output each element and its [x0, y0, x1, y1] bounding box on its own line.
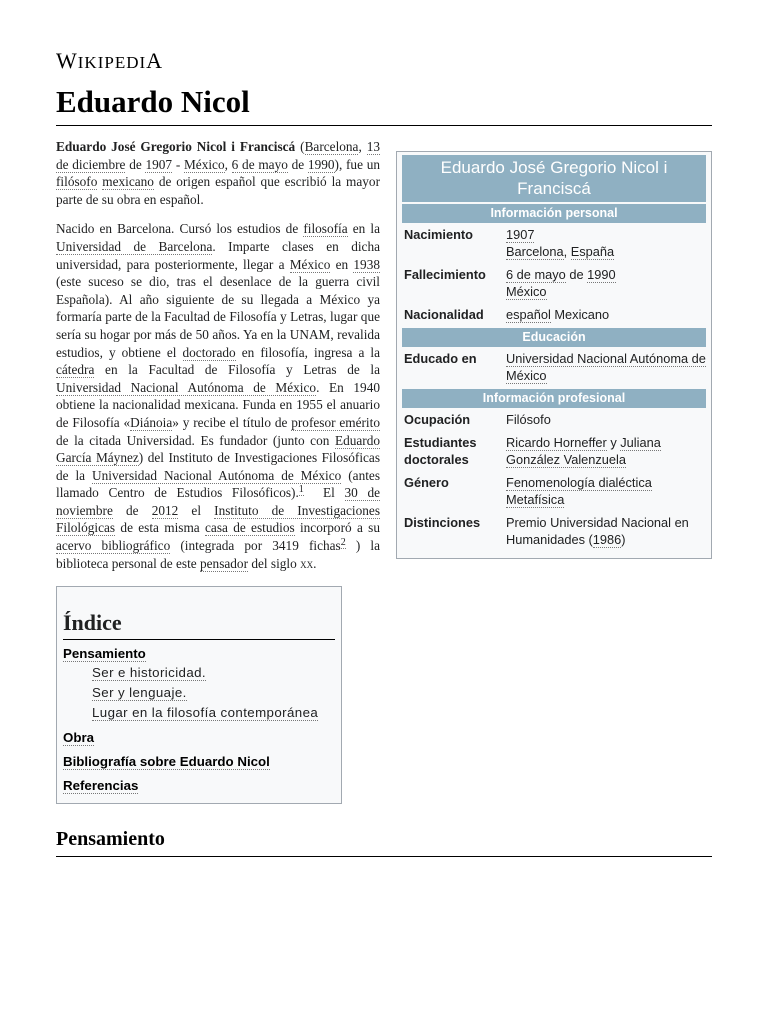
- infobox-value: [506, 350, 706, 384]
- toc-title: Índice: [63, 609, 335, 640]
- link-30-noviembre[interactable]: 30 de noviembre: [56, 485, 380, 518]
- toc-item-label[interactable]: Pensamiento: [63, 646, 146, 662]
- table-of-contents: [56, 586, 342, 804]
- link-filosofo[interactable]: filósofo: [56, 174, 98, 190]
- infobox: [396, 151, 712, 559]
- text-run: de: [125, 156, 146, 172]
- reference-link[interactable]: 1: [298, 483, 304, 495]
- link-casa-de-estudios[interactable]: casa de estudios: [205, 520, 295, 536]
- logo-part: IKIPEDI: [77, 53, 147, 72]
- infobox-text: ,: [563, 244, 571, 259]
- link-filosofia[interactable]: filosofía: [303, 221, 348, 237]
- link-barcelona[interactable]: Barcelona: [506, 244, 564, 259]
- infobox-row-ocupacion: [402, 408, 706, 431]
- toc-item-label[interactable]: Obra: [63, 730, 95, 746]
- link-unam[interactable]: Universidad Nacional Autónoma de México: [506, 351, 706, 383]
- link-doctorado[interactable]: doctorado: [182, 344, 236, 360]
- infobox-value: [506, 226, 706, 260]
- infobox-text: y: [606, 435, 621, 450]
- infobox-row-estudiantes: [402, 431, 706, 471]
- text-run: -: [172, 156, 184, 172]
- article-subject-name: Eduardo José Gregorio Nicol i Franciscá: [56, 139, 296, 154]
- infobox-label: Educado en: [404, 351, 477, 366]
- infobox-row-educado: [402, 347, 706, 387]
- link-profesor-emerito[interactable]: profesor emérito: [291, 414, 380, 430]
- reference-link[interactable]: 2: [340, 536, 346, 548]
- toc-item-lugar-filosofia[interactable]: [63, 703, 335, 723]
- text-run: de origen español que escribió la mayor parte de su obra en español.: [56, 174, 381, 207]
- link-2012[interactable]: 2012: [151, 502, 179, 518]
- toc-item-label[interactable]: Lugar en la filosofía contemporánea: [92, 705, 319, 721]
- toc-item-label[interactable]: Bibliografía sobre Eduardo Nicol: [63, 754, 270, 770]
- text-run: ) del Instituto de Investigaciones Filosóficas de la: [56, 450, 380, 483]
- text-run: de esta misma: [115, 520, 206, 536]
- infobox-text: Mexicano: [554, 307, 610, 322]
- link-fenomenologia[interactable]: Fenomenología dialéctica: [506, 475, 652, 490]
- link-1938[interactable]: 1938: [353, 256, 380, 272]
- article-body: [56, 138, 712, 857]
- link-mexico[interactable]: México: [289, 256, 331, 272]
- logo-part: W: [56, 48, 78, 73]
- text-run: . En 1940 obtiene la nacionalidad mexicana. Funda en 1955 el anuario de Filosofía «: [56, 379, 380, 430]
- link-instituto-filologicas[interactable]: Instituto de Investigaciones Filológicas: [56, 502, 381, 536]
- link-1907[interactable]: 1907: [506, 227, 535, 242]
- infobox-label: Nacionalidad: [404, 307, 484, 322]
- toc-item-bibliografia[interactable]: [63, 753, 335, 771]
- text-run: ) la biblioteca personal de este: [56, 538, 380, 571]
- link-6-mayo[interactable]: 6 de mayo: [231, 156, 288, 172]
- infobox-row-fallecimiento: [402, 263, 706, 303]
- infobox-value: [506, 474, 706, 508]
- infobox-value: [506, 266, 706, 300]
- text-run: ,: [358, 139, 367, 154]
- link-barcelona[interactable]: Barcelona: [304, 139, 359, 154]
- link-universidad-barcelona[interactable]: Universidad de Barcelona: [56, 238, 213, 254]
- infobox-value: [506, 514, 706, 548]
- toc-item-pensamiento[interactable]: [63, 645, 335, 663]
- infobox-title: Eduardo José Gregorio Nicol i Franciscá: [402, 155, 706, 202]
- infobox-label: Estudiantes doctorales: [404, 435, 477, 467]
- toc-item-label[interactable]: Ser e historicidad.: [92, 665, 207, 681]
- toc-item-obra[interactable]: [63, 729, 335, 747]
- text-run: de la citada Universidad. Es fundador (junto con: [56, 432, 335, 448]
- infobox-header-profesional: Información profesional: [402, 389, 706, 408]
- link-catedra[interactable]: cátedra: [56, 362, 95, 378]
- text-run: de: [287, 156, 308, 172]
- link-6-mayo[interactable]: 6 de mayo: [506, 267, 566, 282]
- link-mexico[interactable]: México: [506, 284, 547, 299]
- section-heading-pensamiento: Pensamiento: [56, 826, 712, 857]
- link-horneffer[interactable]: Ricardo Horneffer: [506, 435, 607, 450]
- infobox-label: Ocupación: [404, 412, 471, 427]
- link-pensador[interactable]: pensador: [200, 555, 248, 571]
- toc-item-ser-lenguaje[interactable]: [63, 683, 335, 703]
- text-run: en filosofía, ingresa a la: [235, 344, 381, 360]
- link-1990[interactable]: 1990: [587, 267, 616, 282]
- infobox-text: Premio Universidad Nacional en Humanidades (: [506, 515, 689, 547]
- text-run: (este suceso se dio, tras el desenlace de la guerra civil Española). Al año siguiente de su llegada a México ya formaría parte de la Facultad de Filosofía y Letras, lugar que sería su hogar por más de 50 años. Ya en la UNAM, revalida estudios, y obtiene el: [56, 274, 380, 360]
- link-mexico[interactable]: México: [183, 156, 225, 172]
- wikipedia-logo[interactable]: [56, 48, 163, 74]
- infobox-row-distinciones: [402, 511, 706, 551]
- infobox-label: Nacimiento: [404, 227, 473, 242]
- link-espanol[interactable]: español: [506, 307, 551, 322]
- text-run: (antes llamado Centro de Estudios Filosóficos).: [56, 467, 380, 501]
- text-run: incorporó a su: [294, 520, 380, 536]
- link-gonzalez[interactable]: Juliana González Valenzuela: [506, 435, 661, 467]
- infobox-text: de: [565, 267, 588, 282]
- infobox-text: ): [621, 532, 626, 547]
- infobox-label: Fallecimiento: [404, 267, 486, 282]
- infobox-row-genero: [402, 471, 706, 511]
- link-acervo-bibliografico[interactable]: acervo bibliográfico: [56, 538, 171, 554]
- text-run: . Imparte clases en dicha universidad, para posteriormente, llegar a: [56, 238, 380, 272]
- link-mexicano[interactable]: mexicano: [102, 174, 154, 190]
- text-run: .: [313, 555, 317, 571]
- title-divider: [56, 125, 712, 126]
- toc-item-label[interactable]: Referencias: [63, 778, 139, 794]
- century-numeral: xx: [300, 555, 314, 571]
- text-run: ,: [224, 156, 232, 172]
- link-dianoia[interactable]: Diánoia: [130, 414, 173, 430]
- toc-item-label[interactable]: Ser y lenguaje.: [92, 685, 187, 701]
- link-unam[interactable]: Universidad Nacional Autónoma de México: [56, 379, 317, 395]
- infobox-value: [506, 434, 706, 468]
- text-run: Nacido en Barcelona. Cursó los estudios de: [56, 221, 304, 237]
- text-run: » y recibe el título de: [172, 414, 292, 430]
- text-run: ), fue un: [334, 156, 381, 172]
- link-1986[interactable]: 1986: [592, 532, 622, 547]
- link-13-diciembre[interactable]: 13 de diciembre: [56, 139, 380, 172]
- text-run: en la: [347, 221, 380, 237]
- toc-item-referencias[interactable]: [63, 777, 335, 795]
- text-run: (integrada por 3419 fichas: [170, 538, 341, 554]
- link-1990[interactable]: 1990: [307, 156, 335, 172]
- link-1907[interactable]: 1907: [145, 156, 173, 172]
- toc-item-ser-historicidad[interactable]: [63, 663, 335, 683]
- infobox-value: [506, 306, 706, 323]
- logo-part: A: [146, 48, 164, 73]
- link-garcia-maynez[interactable]: Eduardo García Máynez: [56, 432, 380, 466]
- text-run: de: [112, 502, 152, 518]
- text-run: (: [295, 139, 305, 154]
- page-title: Eduardo Nicol: [56, 84, 250, 119]
- text-run: en la Facultad de Filosofía y Letras de la: [94, 362, 380, 378]
- text-run: en: [330, 256, 354, 272]
- text-run: del siglo: [248, 555, 301, 571]
- text-run: El: [303, 485, 345, 501]
- infobox-label: Distinciones: [404, 515, 481, 530]
- infobox-header-personal: Información personal: [402, 204, 706, 223]
- text-run: el: [178, 502, 215, 518]
- infobox-row-nacimiento: [402, 223, 706, 263]
- infobox-value: Filósofo: [506, 412, 551, 427]
- infobox-row-nacionalidad: [402, 303, 706, 326]
- link-unam[interactable]: Universidad Nacional Autónoma de México: [92, 467, 342, 483]
- infobox-label: Género: [404, 475, 449, 490]
- link-metafisica[interactable]: Metafísica: [506, 492, 565, 507]
- infobox-header-educacion: Educación: [402, 328, 706, 347]
- link-espana[interactable]: España: [570, 244, 615, 259]
